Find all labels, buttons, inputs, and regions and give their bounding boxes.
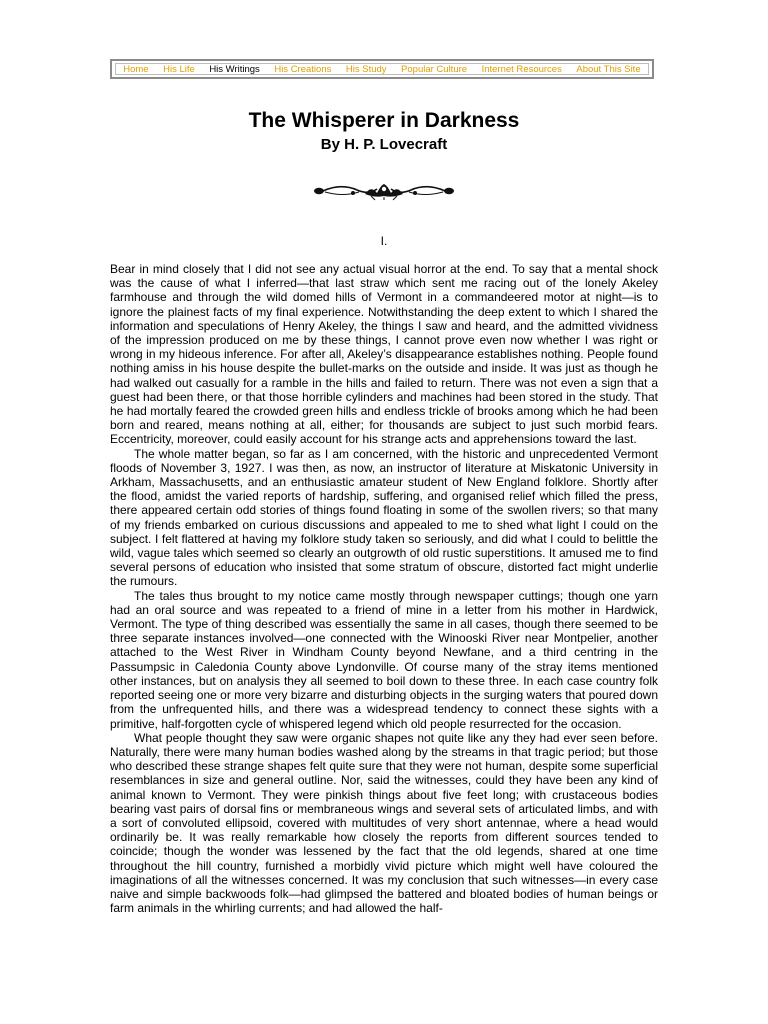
nav-his-writings-link[interactable]: His Writings (209, 63, 260, 75)
author-byline: By H. P. Lovecraft (320, 136, 448, 153)
paragraph: Bear in mind closely that I did not see any actual visual horror at the end. To say that a mental shock was the cause of what I inferred—that last straw which sent me racing out of the lonely Akeley farmhouse and through the wild domed hills of Vermont in a commandeered motor at night—is to ignore the plainest facts of my final experience. Notwithstanding the deep extent to which I shared the information and speculations of Henry Akeley, the things I saw and heard, and the admitted vividness of the impression produced on me by these things, I cannot prove even now whether I was right or wrong in my hideous inference. For after all, Akeley’s disappearance establishes nothing. People found nothing amiss in his house despite the bullet-marks on the outside and inside. It was just as though he had walked out casually for a ramble in the hills and failed to return. There was not even a sign that a guest had been there, or that those horrible cylinders and machines had been stored in the study. That he had mortally feared the crowded green hills and endless trickle of brooks among which he had been born and reared, means nothing at all, either; for thousands are subject to just such morbid fears. Eccentricity, moreover, could easily account for his strange acts and apprehensions toward the last. (110, 262, 658, 447)
decorative-flourish-icon (311, 181, 457, 201)
nav-his-creations-link[interactable]: His Creations (274, 63, 332, 75)
nav-his-study-link[interactable]: His Study (345, 63, 387, 75)
nav-popular-culture-link[interactable]: Popular Culture (401, 63, 468, 75)
page-title: The Whisperer in Darkness (248, 109, 520, 132)
nav-inner (115, 63, 649, 75)
chapter-heading: I. (380, 234, 388, 248)
nav-home-link[interactable]: Home (123, 63, 149, 75)
story-text (110, 262, 658, 1022)
nav-about-link[interactable]: About This Site (576, 63, 641, 75)
nav-his-life-link[interactable]: His Life (163, 63, 195, 75)
paragraph: The tales thus brought to my notice came mostly through newspaper cuttings; though one yarn had an oral source and was repeated to a friend of mine in a letter from his mother in Hardwick, Vermont. The type of thing described was essentially the same in all cases, though there seemed to be three separate instances involved—one connected with the Winooski River near Montpelier, another attached to the West River in Windham County beyond Newfane, and a third centring in the Passumpsic in Caledonia County above Lyndonville. Of course many of the stray items mentioned other instances, but on analysis they all seemed to boil down to these three. In each case country folk reported seeing one or more very bizarre and disturbing objects in the surging waters that poured down from the unfrequented hills, and there was a widespread tendency to connect these sights with a primitive, half-forgotten cycle of whispered legend which old people resurrected for the occasion. (110, 588, 658, 731)
site-navigation (110, 59, 654, 79)
paragraph: The whole matter began, so far as I am concerned, with the historic and unprecedented Vermont floods of November 3, 1927. I was then, as now, an instructor of literature at Miskatonic University in Arkham, Massachusetts, and an enthusiastic amateur student of New England folklore. Shortly after the flood, amidst the varied reports of hardship, suffering, and organised relief which filled the press, there appeared certain odd stories of things found floating in some of the swollen rivers; so that many of my friends embarked on curious discussions and appealed to me to shed what light I could on the subject. I felt flattered at having my folklore study taken so seriously, and did what I could to belittle the wild, vague tales which seemed so clearly an outgrowth of old rustic superstitions. It amused me to find several persons of education who insisted that some stratum of obscure, distorted fact might underlie the rumours. (110, 446, 658, 589)
nav-internet-resources-link[interactable]: Internet Resources (481, 63, 562, 75)
paragraph: What people thought they saw were organic shapes not quite like any they had ever seen before. Naturally, there were many human bodies washed along by the streams in that tragic period; but those who described these strange shapes felt quite sure that they were not human, despite some superficial resemblances in size and general outline. Nor, said the witnesses, could they have been any kind of animal known to Vermont. They were pinkish things about five feet long; with crustaceous bodies bearing vast pairs of dorsal fins or membraneous wings and several sets of articulated limbs, and with a sort of convoluted ellipsoid, covered with multitudes of very short antennae, where a head would ordinarily be. It was really remarkable how closely the reports from different sources tended to coincide; though the wonder was lessened by the fact that the old legends, shared at one time throughout the hill country, furnished a morbidly vivid picture which might well have coloured the imaginations of all the witnesses concerned. It was my conclusion that such witnesses—in every case naive and simple backwoods folk—had glimpsed the battered and bloated bodies of human beings or farm animals in the whirling currents; and had allowed the half- (110, 730, 658, 916)
